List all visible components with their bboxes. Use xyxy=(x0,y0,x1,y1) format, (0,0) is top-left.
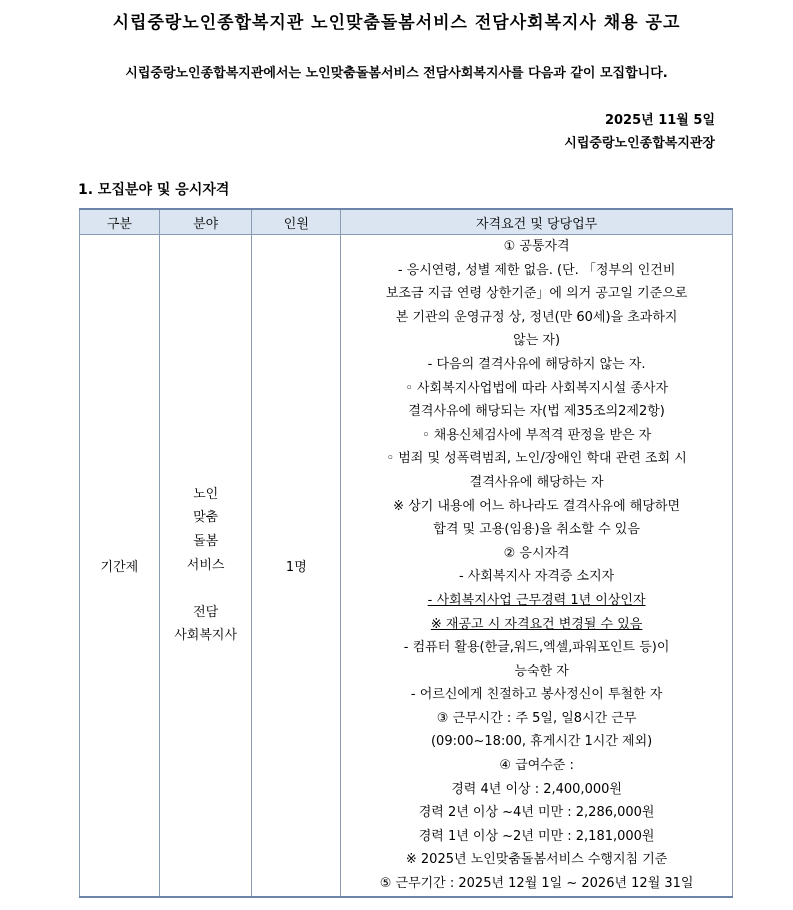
detail-line: - 컴퓨터 활용(한글,워드,엑셀,파워포인트 등)이 xyxy=(403,640,670,656)
field-line: 사회복지사 xyxy=(174,628,238,644)
detail-line: 경력 4년 이상 : 2,400,000원 xyxy=(451,781,622,797)
detail-line: ※ 상기 내용에 어느 하나라도 결격사유에 해당하면 xyxy=(393,498,681,514)
field-line: 돌봄 xyxy=(193,533,219,549)
field-line: 노인 xyxy=(193,486,219,502)
count-cell: 1명 xyxy=(252,235,341,897)
page-title: 시립중랑노인종합복지관 노인맞춤돌봄서비스 전담사회복지사 채용 공고 xyxy=(112,13,681,33)
detail-line: ① 공통자격 xyxy=(503,239,570,254)
detail-line: - 응시연령, 성별 제한 없음. (단. 「정부의 인건비 xyxy=(397,262,676,278)
detail-line: - 사회복지사 자격증 소지자 xyxy=(458,569,615,585)
header-details: 자격요건 및 당당업무 xyxy=(341,209,733,235)
detail-line: ③ 근무시간 : 주 5일, 일8시간 근무 xyxy=(436,710,637,726)
detail-line: ④ 급여수준 : xyxy=(499,758,574,774)
detail-line: 보조금 지급 연령 상한기준」에 의거 공고일 기준으로 xyxy=(385,286,688,302)
section-title: 1. 모집분야 및 응시자격 xyxy=(78,182,230,198)
detail-line: 결격사유에 해당되는 자(법 제35조의2제2항) xyxy=(408,404,665,420)
field-cell xyxy=(159,235,252,897)
detail-line: - 어르신에게 친절하고 봉사정신이 투철한 자 xyxy=(410,687,663,703)
detail-line: ⑤ 근무기간 : 2025년 12월 1일 ~ 2026년 12월 31일 xyxy=(379,876,694,892)
detail-line: ◦ 사회복지사업법에 따라 사회복지시설 종사자 xyxy=(405,380,669,396)
detail-line: 능숙한 자 xyxy=(514,663,569,679)
issuer-name: 시립중랑노인종합복지관장 xyxy=(564,136,715,151)
detail-line-underlined: - 사회복지사업 근무경력 1년 이상인자 xyxy=(427,592,646,608)
detail-line: ◦ 채용신체검사에 부적격 판정을 받은 자 xyxy=(421,427,652,443)
detail-line: 경력 2년 이상 ~4년 미만 : 2,286,000원 xyxy=(418,805,655,821)
detail-line: - 다음의 결격사유에 해당하지 않는 자. xyxy=(427,356,646,372)
recruitment-table xyxy=(79,208,733,898)
detail-line: 경력 1년 이상 ~2년 미만 : 2,181,000원 xyxy=(418,828,655,844)
detail-line: 않는 자) xyxy=(513,333,561,349)
detail-line: 결격사유에 해당하는 자 xyxy=(469,474,604,490)
detail-line: ◦ 범죄 및 성폭력범죄, 노인/장애인 학대 관련 조회 시 xyxy=(386,451,687,467)
intro-text: 시립중랑노인종합복지관에서는 노인맞춤돌봄서비스 전담사회복지사를 다음과 같이 모집합니다. xyxy=(125,66,668,81)
detail-line: ② 응시자격 xyxy=(503,545,570,561)
announcement-date: 2025년 11월 5일 xyxy=(604,113,715,128)
detail-line: (09:00~18:00, 휴게시간 1시간 제외) xyxy=(430,734,653,750)
detail-line: ※ 2025년 노인맞춤돌봄서비스 수행지침 기준 xyxy=(405,852,668,868)
header-field: 분야 xyxy=(159,209,252,235)
field-line: 전담 xyxy=(193,604,219,620)
detail-line: 본 기관의 운영규정 상, 정년(만 60세)을 초과하지 xyxy=(395,309,678,325)
field-line: 서비스 xyxy=(186,557,225,573)
details-cell xyxy=(341,235,733,897)
field-spacer xyxy=(160,577,252,601)
header-category: 구분 xyxy=(80,209,160,235)
table-row xyxy=(80,235,733,897)
category-cell: 기간제 xyxy=(80,235,160,897)
header-count: 인원 xyxy=(252,209,341,235)
detail-line-underlined: ※ 재공고 시 자격요건 변경될 수 있음 xyxy=(430,616,643,632)
field-line: 맞춤 xyxy=(193,510,219,526)
table-header-row xyxy=(80,209,733,235)
detail-line: 합격 및 고용(임용)을 취소할 수 있음 xyxy=(433,522,640,538)
